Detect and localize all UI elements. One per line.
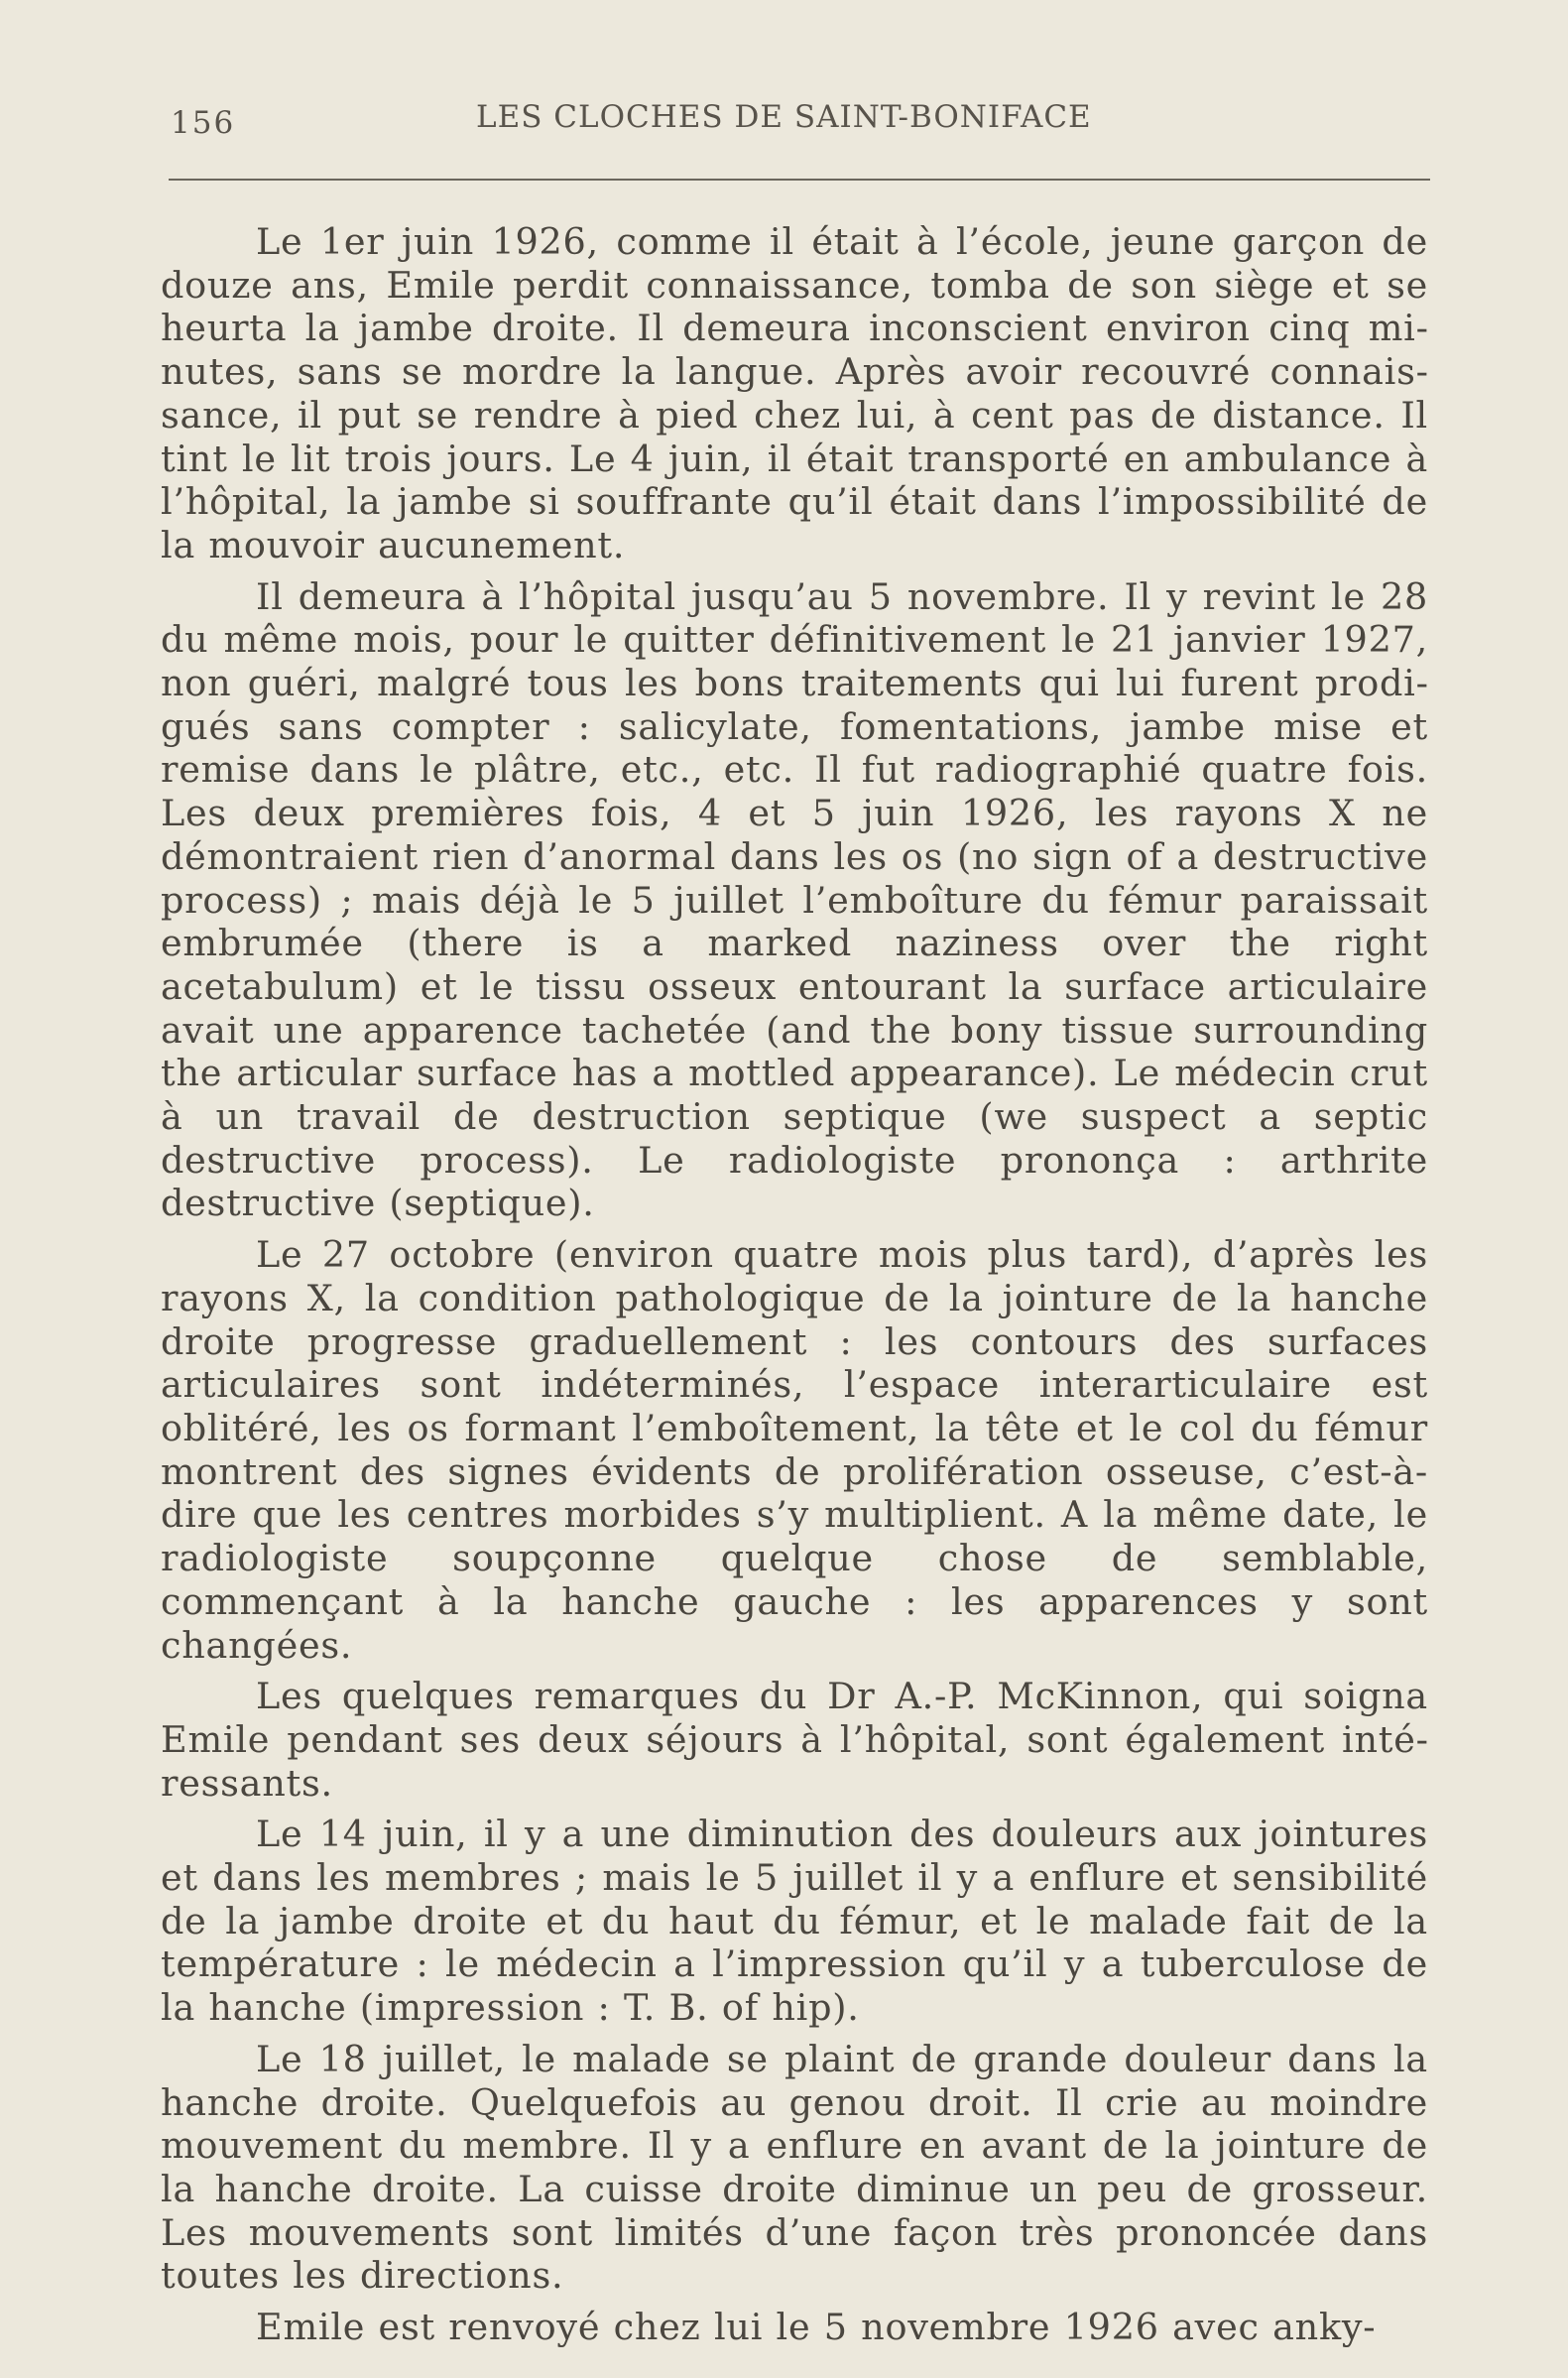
paragraph: Le 27 octobre (environ quatre mois plus tard), d’après les rayons X, la condition pathologique de la jointure de la hanche droite progresse graduellement : les contours des surfaces articulaires sont indéterminés, l’espace interarticulaire est oblitéré, les os formant l’emboîtement, la tête et le col du fémur montrent des signes évidents de prolifération osseuse, c’est-à-dire que les centres morbides s’y multiplient. A la même date, le radiologiste soupçonne quelque chose de semblable, commençant à la hanche gauche : les apparences y sont changées. xyxy=(161,1233,1428,1667)
running-title: LES CLOCHES DE SAINT-BONIFACE xyxy=(476,99,1092,135)
paragraph: Le 18 juillet, le malade se plaint de grande douleur dans la hanche droite. Quelquefois au genou droit. Il crie au moindre mouvement du membre. Il y a enflure en avant de la jointure de la hanche droite. La cuisse droite diminue un peu de grosseur. Les mouvements sont limités d’une façon très prononcée dans toutes les directions. xyxy=(161,2037,1428,2298)
body-text xyxy=(161,220,1428,2357)
page-header xyxy=(165,91,1432,141)
header-rule xyxy=(169,179,1430,181)
paragraph: Il demeura à l’hôpital jusqu’au 5 novembre. Il y revint le 28 du même mois, pour le quitter définitivement le 21 janvier 1927, non guéri, malgré tous les bons traitements qui lui furent prodigués sans compter : salicylate, fomentations, jambe mise et remise dans le plâtre, etc., etc. Il fut radiographié quatre fois. Les deux premières fois, 4 et 5 juin 1926, les rayons X ne démontraient rien d’anormal dans les os (no sign of a destructive process) ; mais déjà le 5 juillet l’emboîture du fémur paraissait embrumée (there is a marked naziness over the right acetabulum) et le tissu osseux entourant la surface articulaire avait une apparence tachetée (and the bony tissue surrounding the articular surface has a mottled appearance). Le médecin crut à un travail de destruction septique (we suspect a septic destructive process). Le radiologiste prononça : arthrite destructive (septique). xyxy=(161,574,1428,1225)
paragraph: Emile est renvoyé chez lui le 5 novembre 1926 avec anky- xyxy=(256,2306,1377,2349)
paragraph: Le 1er juin 1926, comme il était à l’école, jeune garçon de douze ans, Emile perdit connaissance, tomba de son siège et se heurta la jambe droite. Il demeura inconscient environ cinq minutes, sans se mordre la langue. Après avoir recouvré connaissance, il put se rendre à pied chez lui, à cent pas de distance. Il tint le lit trois jours. Le 4 juin, il était transporté en ambulance à l’hôpital, la jambe si souffrante qu’il était dans l’impossibilité de la mouvoir aucunement. xyxy=(161,220,1428,566)
paragraph: Le 14 juin, il y a une diminution des douleurs aux jointures et dans les membres ; mais le 5 juillet il y a enflure et sensibilité de la jambe droite et du haut du fémur, et le malade fait de la température : le médecin a l’impression qu’il y a tuberculose de la hanche (impression : T. B. of hip). xyxy=(161,1813,1428,2030)
page-number: 156 xyxy=(171,105,236,141)
paragraph: Les quelques remarques du Dr A.-P. McKinnon, qui soigna Emile pendant ses deux séjours à l’hôpital, sont également intéressants. xyxy=(161,1675,1428,1805)
